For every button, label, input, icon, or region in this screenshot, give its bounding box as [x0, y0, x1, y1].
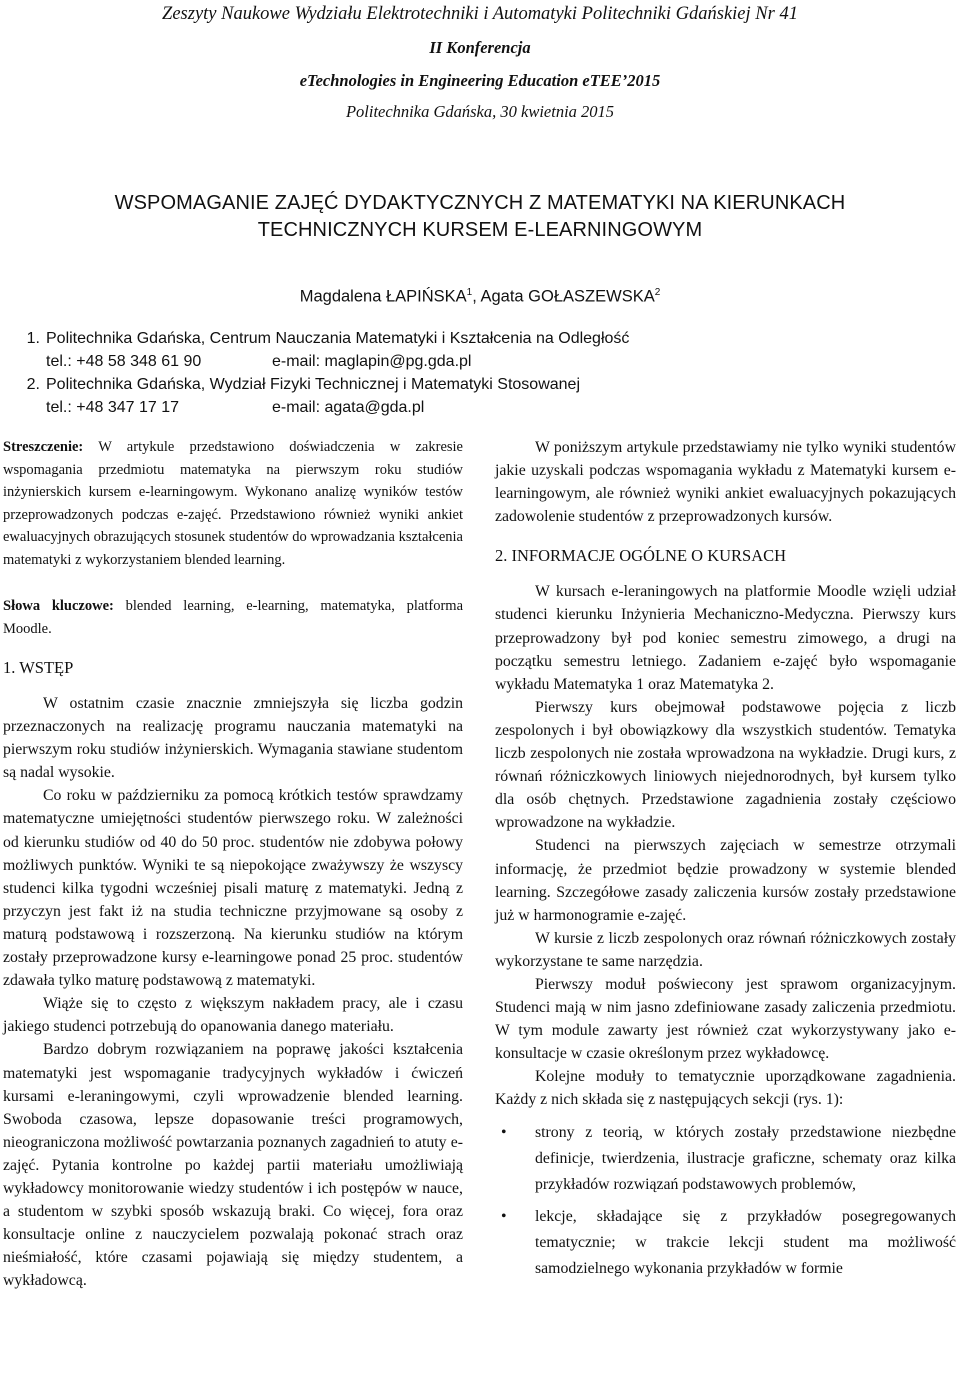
- keywords-text: blended learning, e-learning, matematyka, platforma Moodle.: [3, 598, 464, 637]
- paragraph: Pierwszy moduł poświecony jest sprawom organizacyjnym. Studenci mają w nim jasno zdefiniowane zasady zaliczenia przedmiotu. W tym module zawarty jest również czat wykorzystywany jako e-konsultacje w czasie określonym przez wykładowcę.: [495, 975, 956, 1063]
- paragraph: Kolejne moduły to tematycznie uporządkowane zagadnienia. Każdy z nich składa się z następujących sekcji (rys. 1):: [495, 1068, 956, 1109]
- list-item-text: strony z teorią, w których zostały przedstawione niezbędne definicje, twierdzenia, ilustracje graficzne, schematy oraz kilka przykładów rozwiązań podstawowych problemów,: [535, 1123, 956, 1193]
- author-2-affiliation-mark: 2: [654, 287, 661, 298]
- list-item: [495, 1204, 956, 1282]
- paragraph: W ostatnim czasie znacznie zmniejszyła się liczba godzin przeznaczonych na realizację programu nauczania matematyki na pierwszym roku studiów inżynierskich. Wymagania stawiane studentom są nadal wysokie.: [3, 695, 463, 782]
- authors: [0, 287, 960, 307]
- affiliation-phone: tel.: +48 347 17 17: [46, 399, 179, 416]
- section-2-heading: 2. INFORMACJE OGÓLNE O KURSACH: [495, 546, 787, 566]
- paper-title: [20, 190, 940, 244]
- list-item-text: lekcje, składające się z przykładów posegregowanych tematycznie; w trakcie lekcji student ma możliwość samodzielnego wykonania przykładów w formie: [535, 1207, 956, 1277]
- paper-title-line-1: WSPOMAGANIE ZAJĘĆ DYDAKTYCZNYCH Z MATEMATYKI NA KIERUNKACH: [114, 192, 846, 214]
- affiliation-email: e-mail: agata@gda.pl: [272, 399, 425, 416]
- paragraph: Bardzo dobrym rozwiązaniem na poprawę jakości kształcenia matematyki jest wspomaganie tradycyjnych wykładów i ćwiczeń kursami e-leraningowymi, czyli wprowadzenie blended learning. Swoboda czasowa, lepsze dopasowanie treści programowych, nieograniczona możliwość powtarzania poznanych zagadnień to atuty e-zajęć. Pytania kontrolne po każdej partii materiału umożliwiają wykładowcy monitorowanie wiedzy studentów i ich postępów w nauce, a studentom w szybki sposób wskazują braki. Co więcej, fora oraz konsultacje online z nauczycielem pozwalają pokonać strach oraz nieśmiałość, które czasami pojawiają się między studentem, a wykładowcą.: [3, 1041, 463, 1290]
- list-item: [495, 1120, 956, 1198]
- affiliation-institution: Politechnika Gdańska, Wydział Fizyki Technicznej i Matematyki Stosowanej: [46, 376, 581, 393]
- bullet-icon: •: [501, 1123, 507, 1141]
- affiliation-number: 2.: [26, 376, 40, 393]
- conference-place-date: Politechnika Gdańska, 30 kwietnia 2015: [345, 102, 615, 121]
- section-1-heading: 1. WSTĘP: [3, 658, 74, 677]
- conference-name: II Konferencja: [429, 38, 531, 57]
- section-list: [495, 1120, 956, 1282]
- paragraph: W kursach e-leraningowych na platformie Moodle wzięli udział studenci kierunku Inżynieria Mechaniczno-Medyczna. Pierwszy kurs przeprowadzony był pod koniec semestru zimowego, a drugi na początku semestru letniego. Zadaniem e-zajęć było wspomaganie wykładu Matematyka 1 oraz Matematyka 2.: [495, 583, 956, 693]
- keywords-label: Słowa kluczowe:: [3, 598, 114, 614]
- affiliation-email: e-mail: maglapin@pg.gda.pl: [272, 353, 472, 370]
- affiliation-number: 1.: [26, 330, 40, 347]
- paragraph: Wiąże się to często z większym nakładem pracy, ale i czasu jakiego studenci potrzebują do opanowania danego materiału.: [3, 995, 463, 1036]
- author-1-affiliation-mark: 1: [466, 287, 473, 298]
- abstract: [3, 436, 463, 571]
- affiliation-phone: tel.: +48 58 348 61 90: [46, 353, 202, 370]
- left-column: [3, 436, 463, 1292]
- paragraph: Studenci na pierwszych zajęciach w semestrze otrzymali informację, że przedmiot będzie prowadzony w systemie blended learning. Szczegółowe zasady zaliczenia kursów zostały przedstawione już w harmonogramie e-zajęć.: [495, 837, 956, 924]
- keywords: [3, 595, 463, 640]
- paragraph: W poniższym artykule przedstawiamy nie tylko wyniki studentów jakie uzyskali podczas wspomagania wykładu z Matematyki kursem e-learningowym, ale również wyniki ankiet ewaluacyjnych pokazujących zadowolenie studentów z przeprowadzonych kursów.: [495, 439, 956, 526]
- paragraph: W kursie z liczb zespolonych oraz równań różniczkowych zostały wykorzystane te same narzędzia.: [495, 929, 956, 970]
- abstract-label: Streszczenie:: [3, 439, 84, 455]
- right-column: [495, 436, 956, 1282]
- bullet-icon: •: [501, 1207, 507, 1225]
- author-2: , Agata GOŁASZEWSKA: [472, 287, 655, 306]
- affiliation-institution: Politechnika Gdańska, Centrum Nauczania Matematyki i Kształcenia na Odległość: [46, 330, 630, 347]
- journal-header: Zeszyty Naukowe Wydziału Elektrotechniki i Automatyki Politechniki Gdańskiej Nr 41: [162, 4, 798, 24]
- abstract-text: W artykule przedstawiono doświadczenia w zakresie wspomagania przedmiotu matematyka na pierwszym roku studiów inżynierskich kursem e-learningowym. Wykonano analizę wyników testów przeprowadzonych podczas e-zajęć. Przedstawiono również wyniki ankiet ewaluacyjnych obrazujących stosunek studentów do wprowadzania kształcenia matematyki z wykorzystaniem blended learning.: [3, 439, 463, 568]
- paper-title-line-2: TECHNICZNYCH KURSEM E-LEARNINGOWYM: [257, 219, 703, 241]
- author-1: Magdalena ŁAPIŃSKA: [299, 287, 467, 306]
- paragraph: Pierwszy kurs obejmował podstawowe pojęcia z liczb zespolonych i był obowiązkowy dla wszystkich studentów. Tematyka liczb zespolonych nie została wprowadzona na wykładzie. Drugi kurs, z równań różniczkowych liniowych niejednorodnych, był kursem tylko dla osób chętnych. Przedstawione zagadnienia zostały częściowo wprowadzone na wykładzie.: [495, 698, 956, 832]
- paragraph: Co roku w październiku za pomocą krótkich testów sprawdzamy matematyczne umiejętności studentów pierwszego roku. W zależności od kierunku studiów od 40 do 50 proc. studentów nie zdobywa połowy możliwych punktów. Wyniki te są niepokojące zważywszy że wszyscy studenci kilka tygodni wcześniej pisali maturę z matematyki. Jedną z przyczyn jest fakt iż na studia techniczne przyjmowane są osoby z maturą podstawową i rozszerzoną. Na kierunku studiów na którym zostały przeprowadzone kursy e-learningowe ponad 25 proc. studentów zdawała tylko maturę podstawową z matematyki.: [3, 787, 463, 990]
- conference-full-name: eTechnologies in Engineering Education eTEE’2015: [299, 71, 661, 90]
